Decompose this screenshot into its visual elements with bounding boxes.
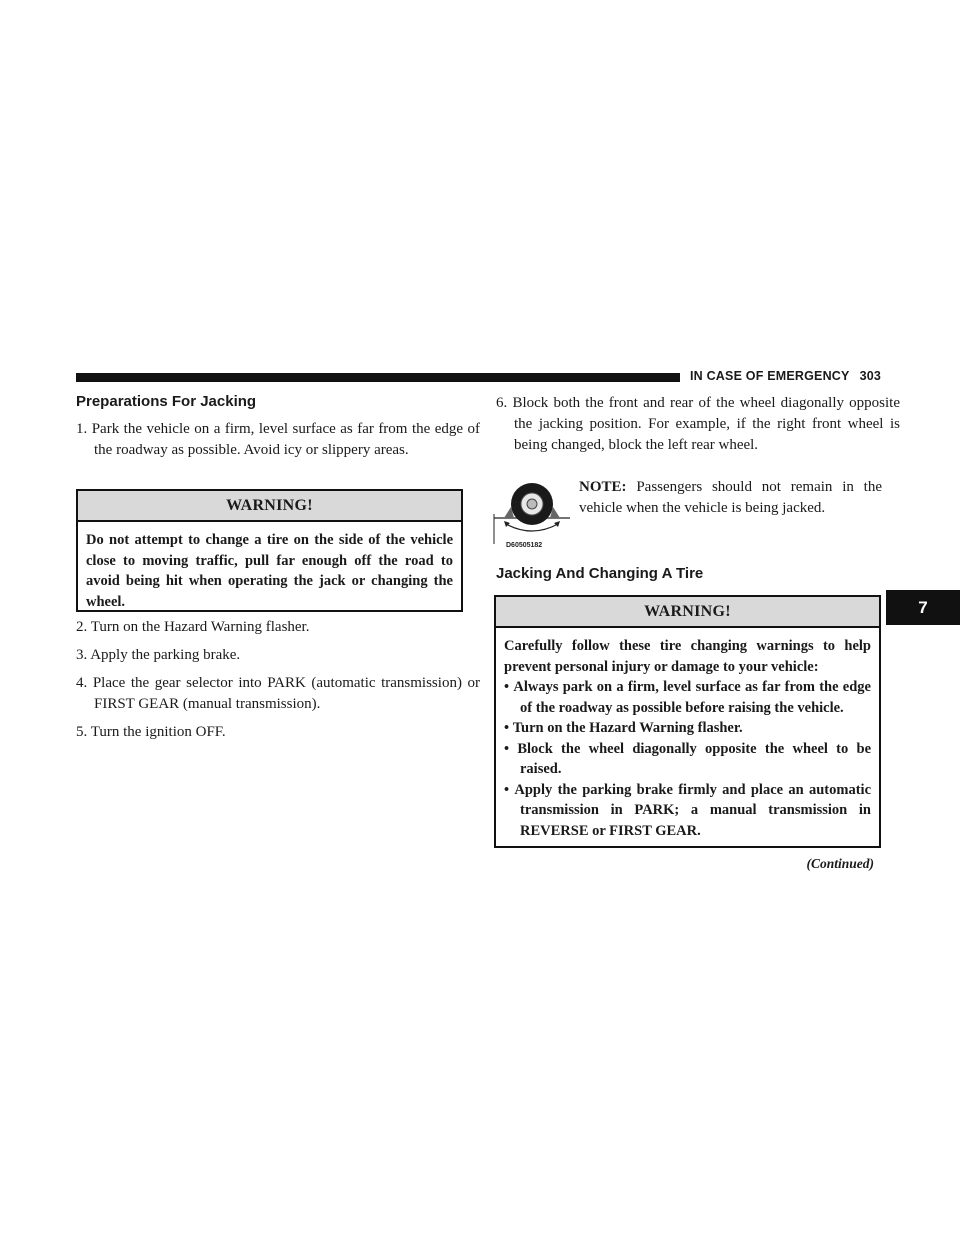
step-2 <box>76 617 480 638</box>
wheel-chock-icon <box>492 474 572 550</box>
step-text: Apply the parking brake. <box>90 647 241 663</box>
step-text: Place the gear selector into PARK (automatic transmission) or FIRST GEAR (manual transmission). <box>92 675 480 712</box>
step-number: 1. <box>76 421 88 437</box>
note <box>579 477 882 519</box>
step-text: Turn on the Hazard Warning flasher. <box>90 619 310 635</box>
step-1 <box>76 419 480 461</box>
bullet-text: Block the wheel diagonally opposite the wheel to be raised. <box>517 740 871 777</box>
bullet-text: Turn on the Hazard Warning flasher. <box>512 720 743 736</box>
bullet-text: Apply the parking brake firmly and place an automatic transmission in PARK; a manual transmission in REVERSE or FIRST GEAR. <box>514 781 872 839</box>
continued-label: (Continued) <box>806 856 874 871</box>
note-body: Passengers should not remain in the vehicle when the vehicle is being jacked. <box>579 479 882 516</box>
running-header <box>690 369 881 383</box>
warning-body <box>496 628 879 849</box>
figure-code: D60505182 <box>506 542 543 549</box>
warning-intro: Carefully follow these tire changing warnings to help prevent personal injury or damage to your vehicle: <box>504 638 871 675</box>
section-tab: 7 <box>886 590 960 625</box>
step-3 <box>76 645 480 666</box>
step-text: Park the vehicle on a firm, level surface as far from the edge of the roadway as possible. Avoid icy or slippery areas. <box>91 421 481 458</box>
step-4 <box>76 673 480 715</box>
bullet-text: Always park on a firm, level surface as far from the edge of the roadway as possible before raising the vehicle. <box>513 679 871 716</box>
warning-box-right <box>494 595 881 848</box>
warning-title: WARNING! <box>78 491 461 522</box>
warning-bullet: • Apply the parking brake firmly and place an automatic transmission in PARK; a manual transmission in REVERSE or FIRST GEAR. <box>504 781 872 839</box>
step-number: 5. <box>76 724 88 740</box>
step-number: 3. <box>76 647 88 663</box>
warning-bullet: • Turn on the Hazard Warning flasher. <box>504 720 743 736</box>
section-title: IN CASE OF EMERGENCY <box>690 369 850 383</box>
step-6 <box>496 393 900 456</box>
step-number: 4. <box>76 675 88 691</box>
step-text: Turn the ignition OFF. <box>90 724 226 740</box>
heading-preparations: Preparations For Jacking <box>76 393 257 410</box>
heading-jacking: Jacking And Changing A Tire <box>496 565 704 582</box>
step-5 <box>76 722 480 743</box>
header-rule <box>76 373 680 382</box>
warning-title: WARNING! <box>496 597 879 628</box>
warning-bullet: • Block the wheel diagonally opposite the wheel to be raised. <box>504 740 871 777</box>
note-label: NOTE: <box>579 479 627 495</box>
page-number: 303 <box>859 369 882 383</box>
warning-box-left <box>76 489 463 612</box>
warning-bullet: • Always park on a firm, level surface as far from the edge of the roadway as possible before raising the vehicle. <box>504 679 871 716</box>
step-number: 6. <box>496 395 508 411</box>
step-text: Block both the front and rear of the wheel diagonally opposite the jacking position. For example, if the right front wheel is being changed, block the left rear wheel. <box>512 395 900 453</box>
warning-body: Do not attempt to change a tire on the side of the vehicle close to moving traffic, pull far enough off the road to avoid being hit when operating the jack or changing the wheel. <box>86 532 453 610</box>
step-number: 2. <box>76 619 88 635</box>
